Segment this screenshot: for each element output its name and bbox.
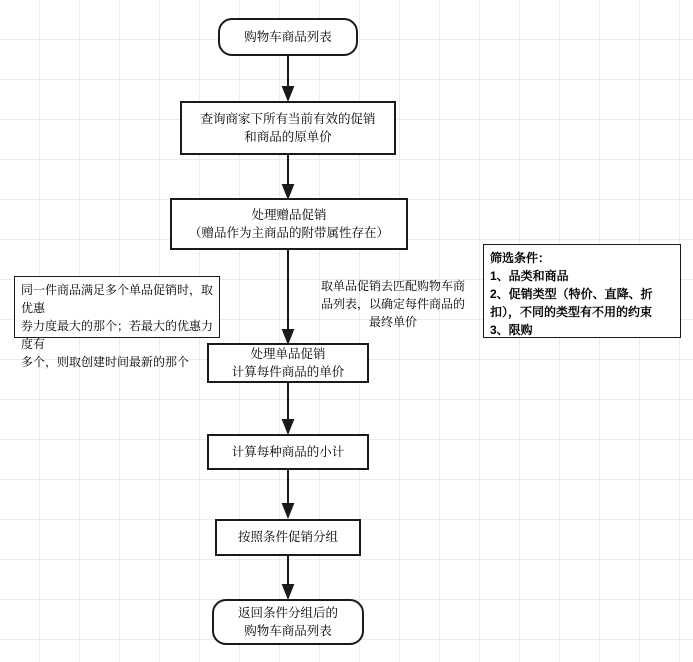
note-match-cart-items: 取单品促销去匹配购物车商 品列表，以确定每件商品的 最终单价 — [320, 279, 465, 329]
node-gift-promotion[interactable] — [170, 198, 408, 250]
node-query-promotions-text: 查询商家下所有当前有效的促销 和商品的原单价 — [200, 111, 376, 144]
node-start[interactable] — [218, 18, 358, 56]
node-end-text: 返回条件分组后的 购物车商品列表 — [237, 605, 338, 638]
node-subtotal[interactable] — [207, 434, 369, 470]
note-filter-conditions: 筛选条件： 1、品类和商品 2、促销类型（特价、直降、折 扣），不同的类型有不用的约束 3、限购 — [483, 244, 681, 338]
node-end[interactable] — [212, 599, 364, 645]
node-group-by-condition-text: 按照条件促销分组 — [237, 530, 338, 545]
node-group-by-condition[interactable] — [215, 519, 361, 556]
node-single-promotion[interactable] — [207, 343, 369, 383]
note-single-promotion-rule: 同一件商品满足多个单品促销时，取优惠 券力度最大的那个；若最大的优惠力度有 多个，则取创建时间最新的那个 — [14, 276, 220, 338]
node-subtotal-text: 计算每种商品的小计 — [231, 444, 345, 459]
node-single-promotion-text: 处理单品促销 计算每件商品的单价 — [231, 346, 345, 379]
node-gift-promotion-text: 处理赠品促销 （赠品作为主商品的附带属性存在） — [188, 207, 389, 240]
node-start-text: 购物车商品列表 — [244, 29, 332, 44]
node-query-promotions[interactable] — [180, 101, 396, 155]
